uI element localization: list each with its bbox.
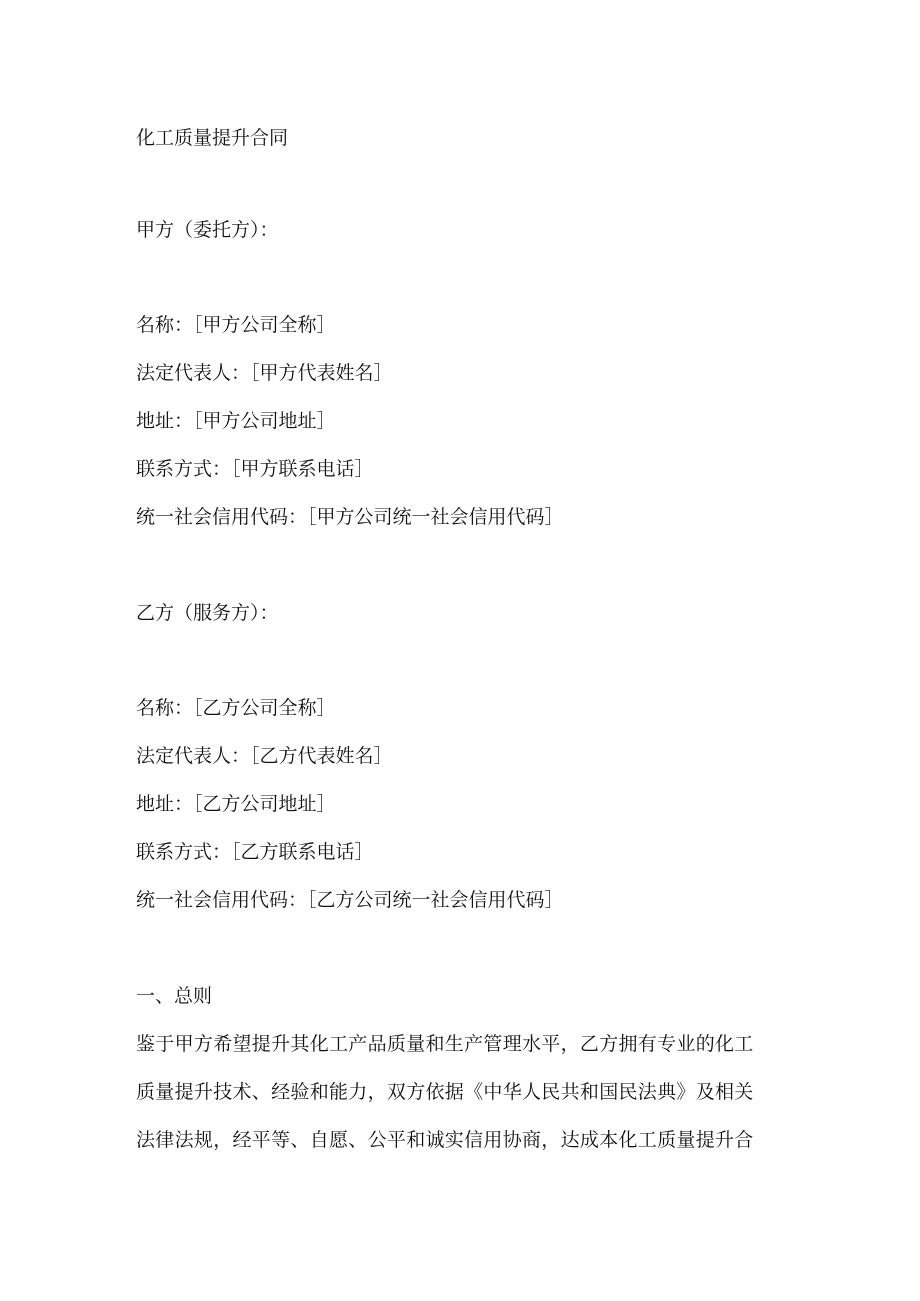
party-b-credit-code: 统一社会信用代码：［乙方公司统一社会信用代码］ [136,889,564,911]
party-b-name: 名称：［乙方公司全称］ [136,697,336,719]
party-a-name: 名称：［甲方公司全称］ [136,314,336,336]
party-b-contact: 联系方式：［乙方联系电话］ [136,841,374,863]
party-a-address: 地址：［甲方公司地址］ [136,410,336,432]
section-1-line: 鉴于甲方希望提升其化工产品质量和生产管理水平，乙方拥有专业的化工 [136,1033,754,1055]
party-b-address: 地址：［乙方公司地址］ [136,793,336,815]
section-1-heading: 一、总则 [136,985,213,1007]
party-a-contact: 联系方式：［甲方联系电话］ [136,458,374,480]
party-a-legal-rep: 法定代表人：［甲方代表姓名］ [136,362,393,384]
document-title: 化工质量提升合同 [136,127,289,149]
party-a-heading: 甲方（委托方）： [136,219,279,241]
section-1-line: 法律法规，经平等、自愿、公平和诚实信用协商，达成本化工质量提升合 [136,1129,754,1151]
party-b-heading: 乙方（服务方）： [136,602,279,624]
party-a-credit-code: 统一社会信用代码：［甲方公司统一社会信用代码］ [136,506,564,528]
party-b-legal-rep: 法定代表人：［乙方代表姓名］ [136,745,393,767]
section-1-line: 质量提升技术、经验和能力，双方依据《中华人民共和国民法典》及相关 [136,1081,754,1103]
